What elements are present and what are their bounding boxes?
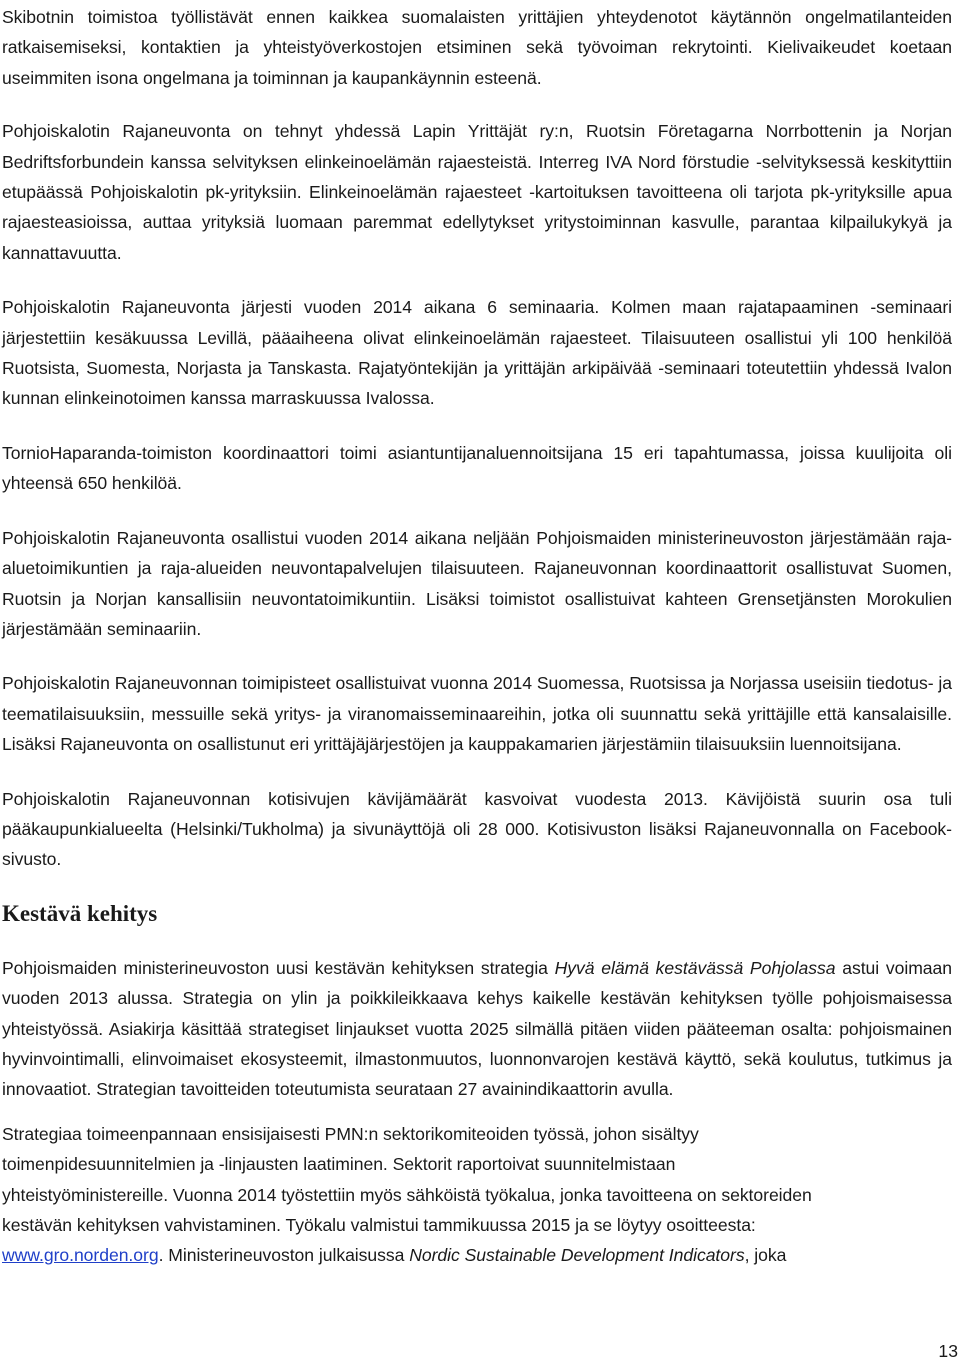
paragraph: Pohjoiskalotin Rajaneuvonnan kotisivujen kävijämäärät kasvoivat vuodesta 2013. Kävijöistä suurin osa tuli pääkaupunkialueelta (Helsinki/Tukholma) ja sivunäyttöjä oli 28 000. Kotisivuston lisäksi Rajaneuvonnalla on Facebook-sivusto. [2, 788, 952, 870]
paragraph: Pohjoiskalotin Rajaneuvonta osallistui vuoden 2014 aikana neljään Pohjoismaiden ministerineuvoston järjestämään raja-aluetoimikuntien ja raja-alueiden neuvontapalvelujen tilaisuuteen. Rajaneuvonnan koordinaattorit osallistuvat Suomen, Ruotsin ja Norjan kansallisiin neuvontatoimikuntiin. Lisäksi toimistot osallistuivat kahteen Grensetjänsten Morokulien järjestämään seminaariin. [2, 527, 952, 639]
paragraph: Pohjoiskalotin Rajaneuvonnan toimipisteet osallistuivat vuonna 2014 Suomessa, Ruotsissa ja Norjassa useisiin tiedotus- ja teematilaisuuksiin, messuille sekä yritys- ja viranomaisseminaareihin, jotka oli suunnattu sekä yrittäjille että kansalaisille. Lisäksi Rajaneuvonta on osallistunut eri yrittäjäjärjestöjen ja kauppakamarien järjestämiin tilaisuuksiin luennoitsijana. [2, 673, 952, 755]
paragraph-text: Pohjoismaiden ministerineuvoston uusi kestävän kehityksen strategia [2, 957, 555, 978]
paragraph: TornioHaparanda-toimiston koordinaattori toimi asiantuntijanaluennoitsijana 15 eri tapahtumassa, joissa kuulijoita oli yhteensä 650 henkilöä. [2, 442, 952, 494]
page-content [2, 2, 952, 1295]
paragraph: Pohjoiskalotin Rajaneuvonta järjesti vuoden 2014 aikana 6 seminaaria. Kolmen maan rajatapaaminen -seminaari järjestettiin kesäkuussa Levillä, pääaiheena olivat elinkeinoelämän rajaesteet. Tilaisuuteen osallistui yli 100 henkilöä Ruotsista, Suomesta, Norjasta ja Tanskasta. Rajatyöntekijän ja yrittäjän arkipäivää -seminaari toteutettiin yhdessä Ivalon kunnan elinkeinotoimen kanssa marraskuussa Ivalossa. [2, 297, 952, 409]
strategy-title: Hyvä elämä kestävässä Pohjolassa [554, 957, 836, 978]
paragraph-text: , joka [744, 1245, 787, 1266]
paragraph-text: astui voimaan vuoden 2013 alussa. Strategia on ylin ja poikkileikkaava kehys kaikelle kestävän kehityksen työlle pohjoismaisessa yhteistyössä. Asiakirja käsittää strategiset linjaukset vuotta 2025 silmällä pitäen viiden pääteeman osalta: pohjoismainen hyvinvointimalli, elinvoimaiset ekosysteemit, ilmastonmuutos, luonnonvarojen kestävä käyttö, sekä koulutus, tutkimus ja innovaatiot. Strategian tavoitteiden toteutumista seurataan 27 avainindikaattorin avulla. [2, 957, 953, 1100]
paragraph-text: . Ministerineuvoston julkaisussa [158, 1245, 410, 1266]
section-heading: Kestävä kehitys [2, 900, 158, 926]
page-number: 13 [938, 1341, 958, 1361]
paragraph-line: Strategiaa toimeenpannaan ensisijaisesti PMN:n sektorikomiteoiden työssä, johon sisältyy [2, 1123, 699, 1144]
paragraph-line: kestävän kehityksen vahvistaminen. Työkalu valmistui tammikuussa 2015 ja se löytyy osoitteesta: [2, 1215, 756, 1235]
paragraph [2, 953, 952, 1105]
paragraph: Pohjoiskalotin Rajaneuvonta on tehnyt yhdessä Lapin Yrittäjät ry:n, Ruotsin Företagarna Norrbottenin ja Norjan Bedriftsforbundein kanssa selvityksen elinkeinoelämän rajaesteistä. Interreg IVA Nord förstudie -selvityksessä keskityttiin etupäässä Pohjoiskalotin pk-yrityksiin. Elinkeinoelämän rajaesteet -kartoituksen tavoitteena oli tarjota pk-yrityksille apua rajaesteasioissa, auttaa yrityksiä luomaan paremmat edellytykset yritystoiminnan kasvulle, parantaa kilpailukykyä ja kannattavuutta. [2, 121, 952, 263]
paragraph [2, 1119, 952, 1271]
paragraph-line: toimenpidesuunnitelmien ja -linjausten laatiminen. Sektorit raportoivat suunnitelmistaan [2, 1154, 676, 1175]
paragraph: Skibotnin toimistoa työllistävät ennen kaikkea suomalaisten yrittäjien yhteydenotot käytännön ongelmatilanteiden ratkaisemiseksi, kontaktien ja yhteistyöverkostojen etsiminen sekä työvoiman rekrytointi. Kielivaikeudet koetaan useimmiten isona ongelmana ja toiminnan ja kaupankäynnin esteenä. [2, 7, 952, 88]
paragraph-line: yhteistyöministereille. Vuonna 2014 työstettiin myös sähköistä työkalua, jonka tavoitteena on sektoreiden [2, 1184, 812, 1205]
publication-title: Nordic Sustainable Development Indicators [409, 1245, 745, 1266]
gro-norden-link[interactable]: www.gro.norden.org [2, 1245, 159, 1266]
